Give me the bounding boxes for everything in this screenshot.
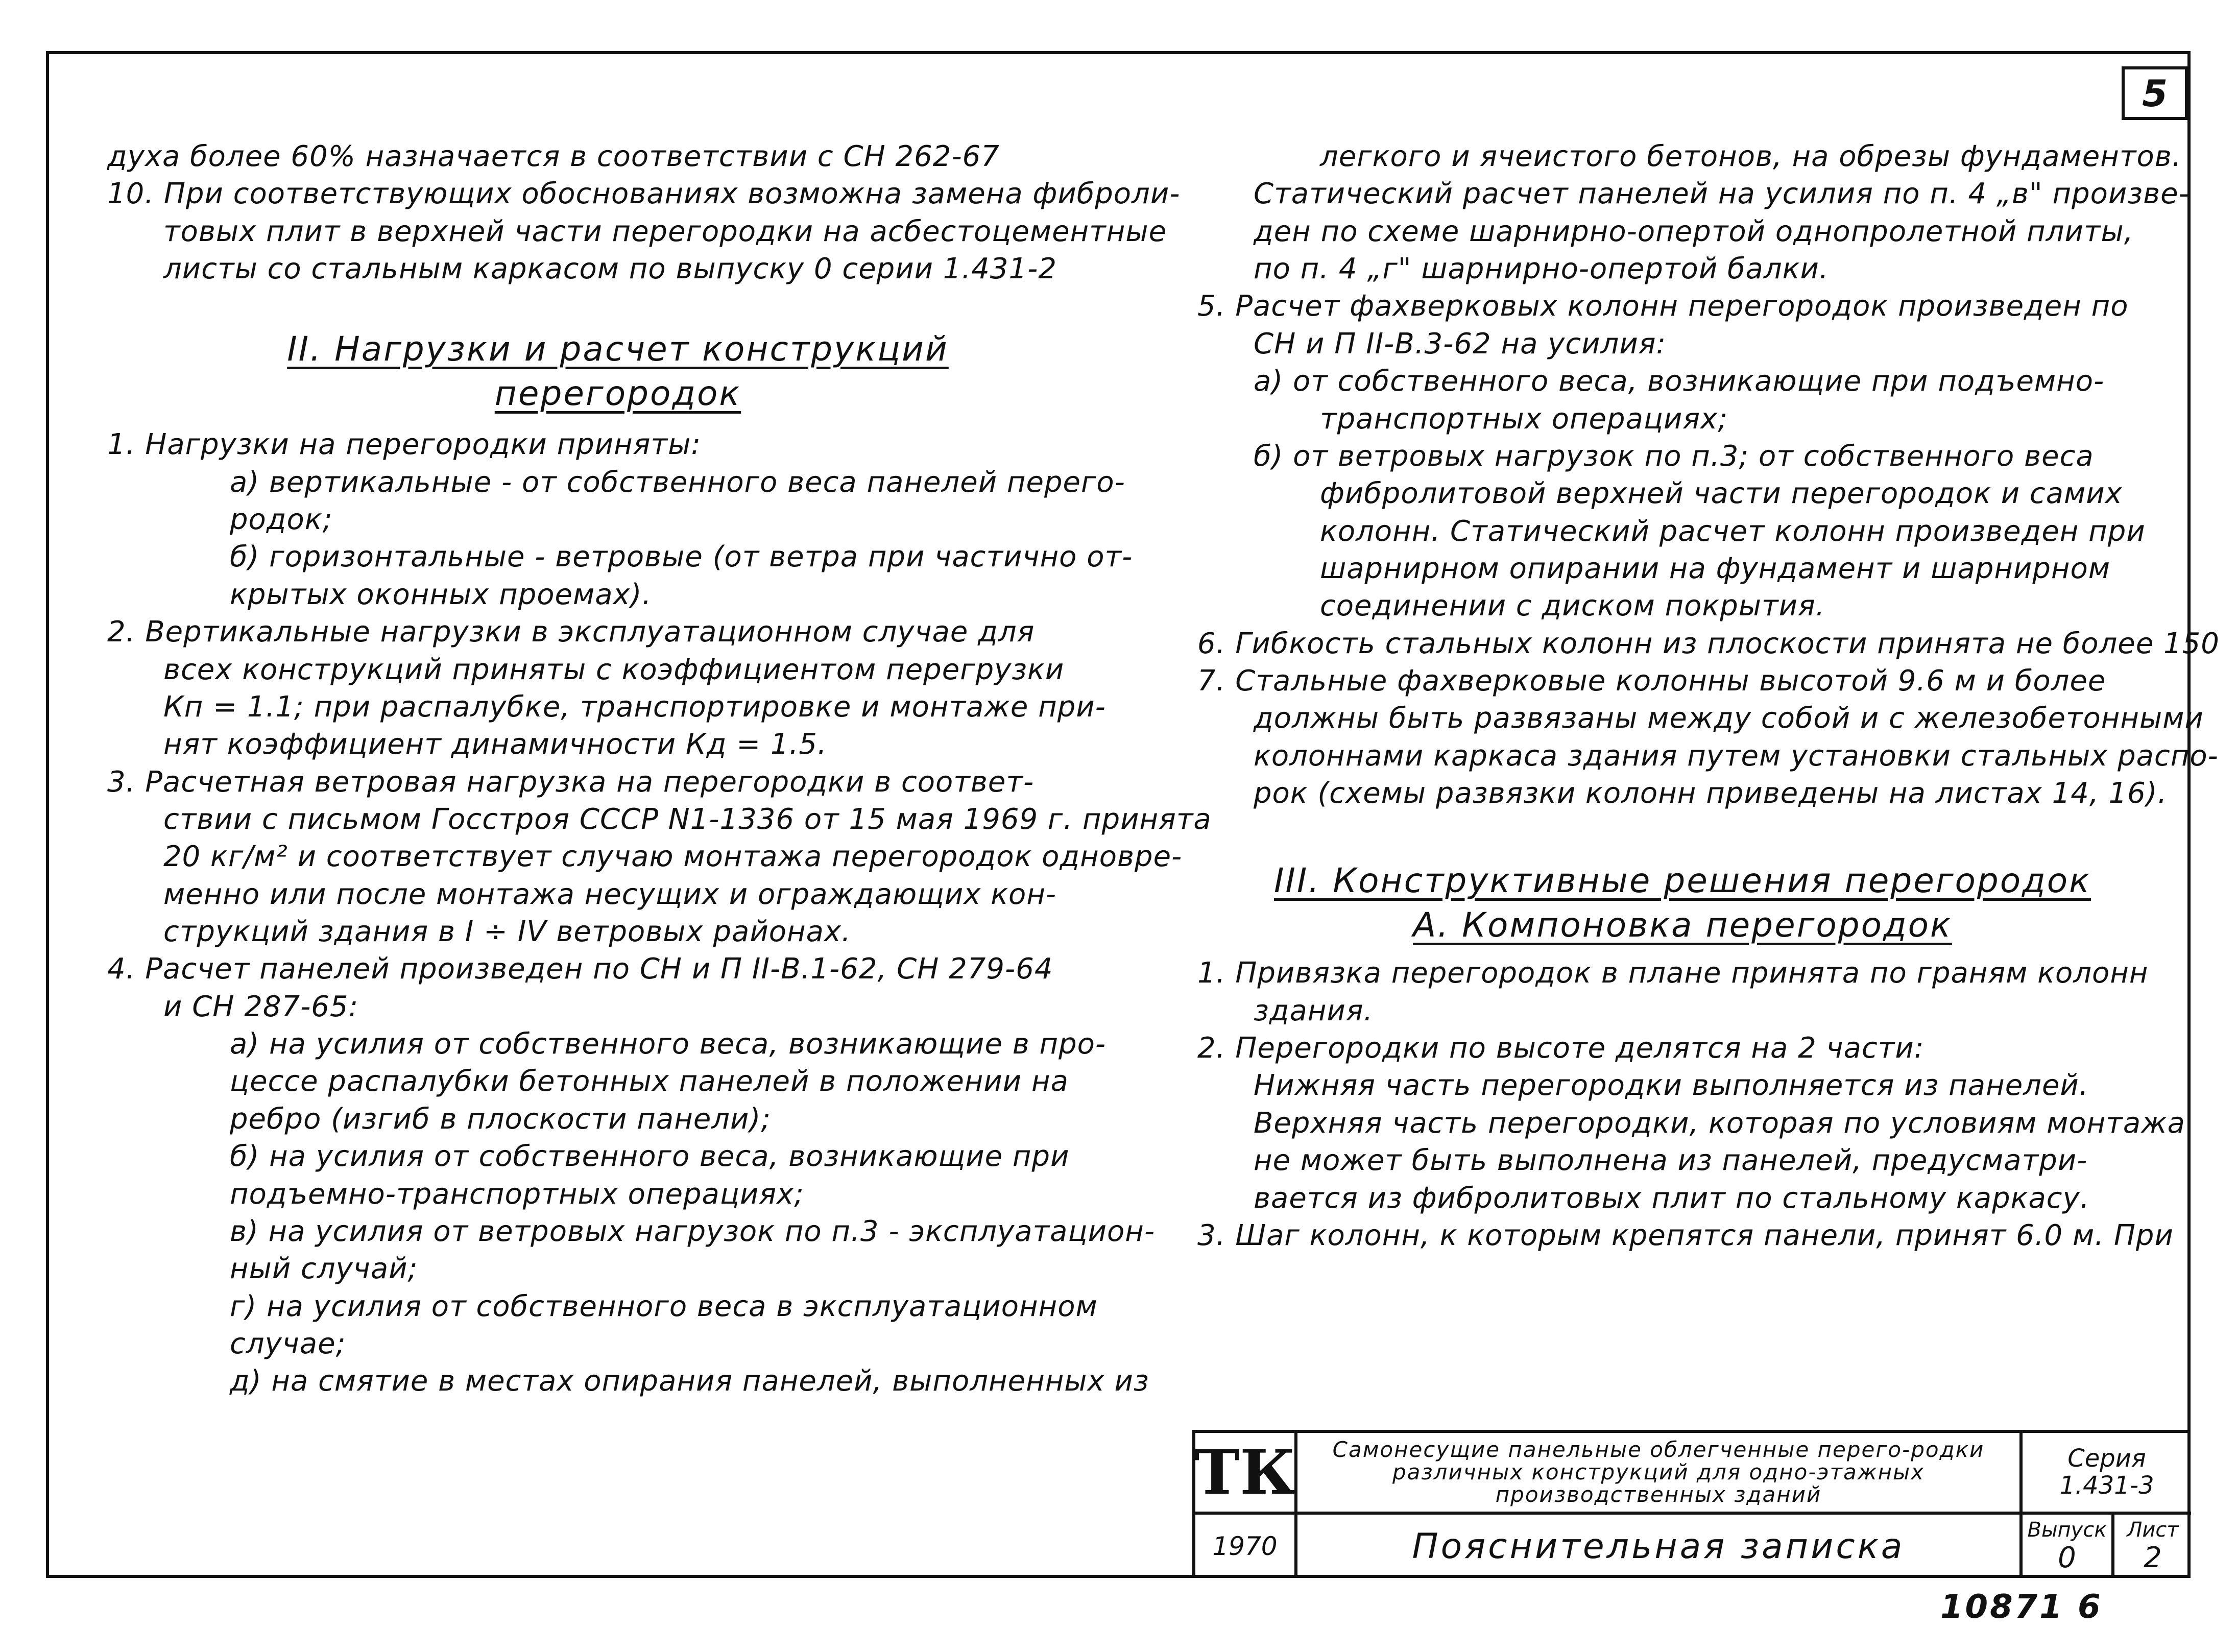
text-line: 3. Шаг колонн, к которым крепятся панели, принят 6.0 м. При	[1197, 1218, 2174, 1252]
text-line: а) от собственного веса, возникающие при подъемно-	[1254, 365, 2105, 398]
page-number: 5	[2122, 66, 2188, 120]
text-line: легкого и ячеистого бетонов, на обрезы фундаментов.	[1320, 140, 2182, 173]
text-line: д) на смятие в местах опирания панелей, выполненных из	[230, 1364, 1149, 1398]
sheet-label: Лист	[2127, 1518, 2179, 1542]
issue-value: 0	[2058, 1541, 2076, 1574]
text-line: не может быть выполнена из панелей, предусматри-	[1254, 1144, 2088, 1178]
text-line: цессе распалубки бетонных панелей в положении на	[230, 1065, 1069, 1098]
text-line: крытых оконных проемах).	[230, 578, 652, 611]
text-line: струкций здания в I ÷ IV ветровых районах.	[163, 915, 851, 949]
text-line: а) на усилия от собственного веса, возникающие в про-	[230, 1027, 1107, 1061]
text-line: духа более 60% назначается в соответствии с СН 262-67	[107, 140, 1000, 173]
archive-number: 10871 6	[1940, 1588, 2103, 1626]
text-line: 3. Расчетная ветровая нагрузка на перегородки в соответ-	[107, 765, 1035, 799]
text-line: и СН 287-65:	[163, 990, 359, 1023]
text-line: рок (схемы развязки колонн приведены на листах 14, 16).	[1254, 777, 2168, 810]
text-line: г) на усилия от собственного веса в эксплуатационном	[230, 1289, 1098, 1323]
text-line: в) на усилия от ветровых нагрузок по п.3 - эксплуатацион-	[230, 1214, 1156, 1248]
text-line: а) вертикальные - от собственного веса панелей перего-	[230, 465, 1125, 499]
subsection-heading-a	[1197, 903, 2168, 947]
text-line: 6. Гибкость стальных колонн из плоскости принята не более 150	[1197, 627, 2220, 660]
text-line: б) на усилия от собственного веса, возникающие при	[230, 1140, 1070, 1174]
text-line: вается из фибролитовых плит по стальному каркасу.	[1254, 1181, 2090, 1215]
text-line: родок;	[230, 503, 333, 537]
document-name: Пояснительная записка	[1297, 1515, 2023, 1578]
issue-label: Выпуск	[2027, 1518, 2107, 1542]
text-line: ден по схеме шарнирно-опертой однопролетной плиты,	[1254, 214, 2134, 248]
text-line: 2. Перегородки по высоте делятся на 2 части:	[1197, 1032, 1925, 1065]
heading-text: А. Компоновка перегородок	[1413, 905, 1952, 945]
sheet-value: 2	[2144, 1541, 2162, 1574]
text-line: транспортных операциях;	[1320, 402, 1728, 436]
text-line: соединении с диском покрытия.	[1320, 589, 1825, 623]
text-line: нят коэффициент динамичности Кд = 1.5.	[163, 728, 827, 761]
series-label: Серия	[2067, 1444, 2146, 1473]
section-heading-2-cont	[107, 372, 1128, 416]
text-line: шарнирном опирании на фундамент и шарнирном	[1320, 552, 2111, 585]
text-line: колоннами каркаса здания путем установки стальных распо-	[1254, 739, 2219, 773]
text-line: подъемно-транспортных операциях;	[230, 1177, 805, 1211]
issue-cell	[2023, 1515, 2114, 1578]
text-line: ствии с письмом Госстроя СССР N1-1336 от 15 мая 1969 г. принята	[163, 802, 1212, 836]
right-column	[1197, 138, 2220, 1254]
text-line: Нижняя часть перегородки выполняется из панелей.	[1254, 1069, 2089, 1103]
text-line: ребро (изгиб в плоскости панели);	[230, 1102, 772, 1136]
section-heading-2	[107, 327, 1128, 371]
section-heading-3	[1197, 859, 2168, 903]
series-value: 1.431-3	[2059, 1471, 2154, 1500]
text-line: 20 кг/м² и соответствует случаю монтажа перегородок одновре-	[163, 840, 1183, 874]
text-line: б) горизонтальные - ветровые (от ветра при частично от-	[230, 540, 1133, 574]
text-line: листы со стальным каркасом по выпуску 0 серии 1.431-2	[163, 252, 1057, 286]
text-line: менно или после монтажа несущих и ограждающих кон-	[163, 877, 1057, 911]
text-line: случае;	[230, 1327, 346, 1360]
text-line: Статический расчет панелей на усилия по п. 4 „в" произве-	[1254, 177, 2190, 211]
text-line: товых плит в верхней части перегородки на асбестоцементные	[163, 214, 1167, 248]
text-line: всех конструкций приняты с коэффициентом перегрузки	[163, 653, 1065, 686]
project-title: Самонесущие панельные облегченные перего-родки различных конструкций для одно-этажных производственных зданий	[1297, 1433, 2023, 1515]
heading-text: III. Конструктивные решения перегородок	[1273, 861, 2091, 901]
heading-text: перегородок	[494, 373, 741, 413]
text-line: 1. Нагрузки на перегородки приняты:	[107, 428, 702, 462]
text-line: Кп = 1.1; при распалубке, транспортировке и монтаже при-	[163, 690, 1106, 724]
title-block	[1192, 1430, 2188, 1578]
text-line: 2. Вертикальные нагрузки в эксплуатационном случае для	[107, 615, 1035, 649]
text-line: Верхняя часть перегородки, которая по условиям монтажа	[1254, 1106, 2185, 1140]
year-cell: 1970	[1195, 1515, 1297, 1578]
text-line: 5. Расчет фахверковых колонн перегородок произведен по	[1197, 290, 2129, 323]
text-line: фибролитовой верхней части перегородок и самих	[1320, 477, 2123, 511]
text-line: 4. Расчет панелей произведен по СН и П II-В.1-62, СН 279-64	[107, 952, 1053, 986]
text-line: СН и П II-В.3-62 на усилия:	[1254, 327, 1667, 361]
left-column	[107, 138, 1212, 1400]
sheet-cell	[2114, 1515, 2191, 1578]
text-line: по п. 4 „г" шарнирно-опертой балки.	[1254, 252, 1829, 286]
text-line: 1. Привязка перегородок в плане принята по граням колонн	[1197, 956, 2149, 990]
series-cell	[2023, 1433, 2191, 1515]
text-line: колонн. Статический расчет колонн произведен при	[1320, 514, 2146, 548]
heading-text: II. Нагрузки и расчет конструкций	[287, 329, 949, 369]
text-line: 10. При соответствующих обоснованиях возможна замена фиброли-	[107, 177, 1181, 211]
text-line: должны быть развязаны между собой и с железобетонными	[1254, 702, 2204, 735]
text-line: 7. Стальные фахверковые колонны высотой 9.6 м и более	[1197, 664, 2106, 698]
text-line: б) от ветровых нагрузок по п.3; от собственного веса	[1254, 439, 2094, 473]
text-line: ный случай;	[230, 1252, 418, 1286]
org-logo: ТК	[1195, 1433, 1297, 1515]
text-line: здания.	[1254, 994, 1374, 1027]
